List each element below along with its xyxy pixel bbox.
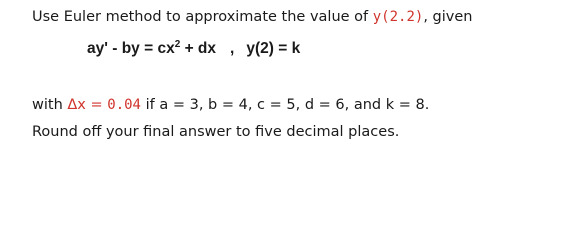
intro-suffix: , given bbox=[423, 9, 473, 25]
equation-rhs: + dx bbox=[180, 40, 217, 57]
initial-condition: y(2) = k bbox=[246, 40, 301, 57]
intro-prefix: Use Euler method to approximate the value of bbox=[32, 9, 373, 25]
step-size-line bbox=[32, 97, 429, 113]
instruction-line bbox=[32, 124, 399, 140]
equation-separator: , bbox=[230, 40, 235, 57]
with-prefix: with bbox=[32, 97, 68, 113]
step-equals: = bbox=[85, 97, 108, 113]
equation-exponent: 2 bbox=[174, 38, 181, 50]
target-value: y(2.2) bbox=[372, 9, 424, 25]
parameter-values: if a = 3, b = 4, c = 5, d = 6, and k = 8. bbox=[140, 97, 430, 113]
rounding-instruction: Round off your final answer to five decimal places. bbox=[32, 124, 400, 140]
step-value: 0.04 bbox=[107, 97, 141, 113]
equation-lhs: ay' - by = cx bbox=[87, 40, 175, 57]
differential-equation bbox=[87, 40, 300, 58]
step-label: Δx bbox=[67, 97, 86, 113]
intro-line bbox=[32, 9, 472, 25]
